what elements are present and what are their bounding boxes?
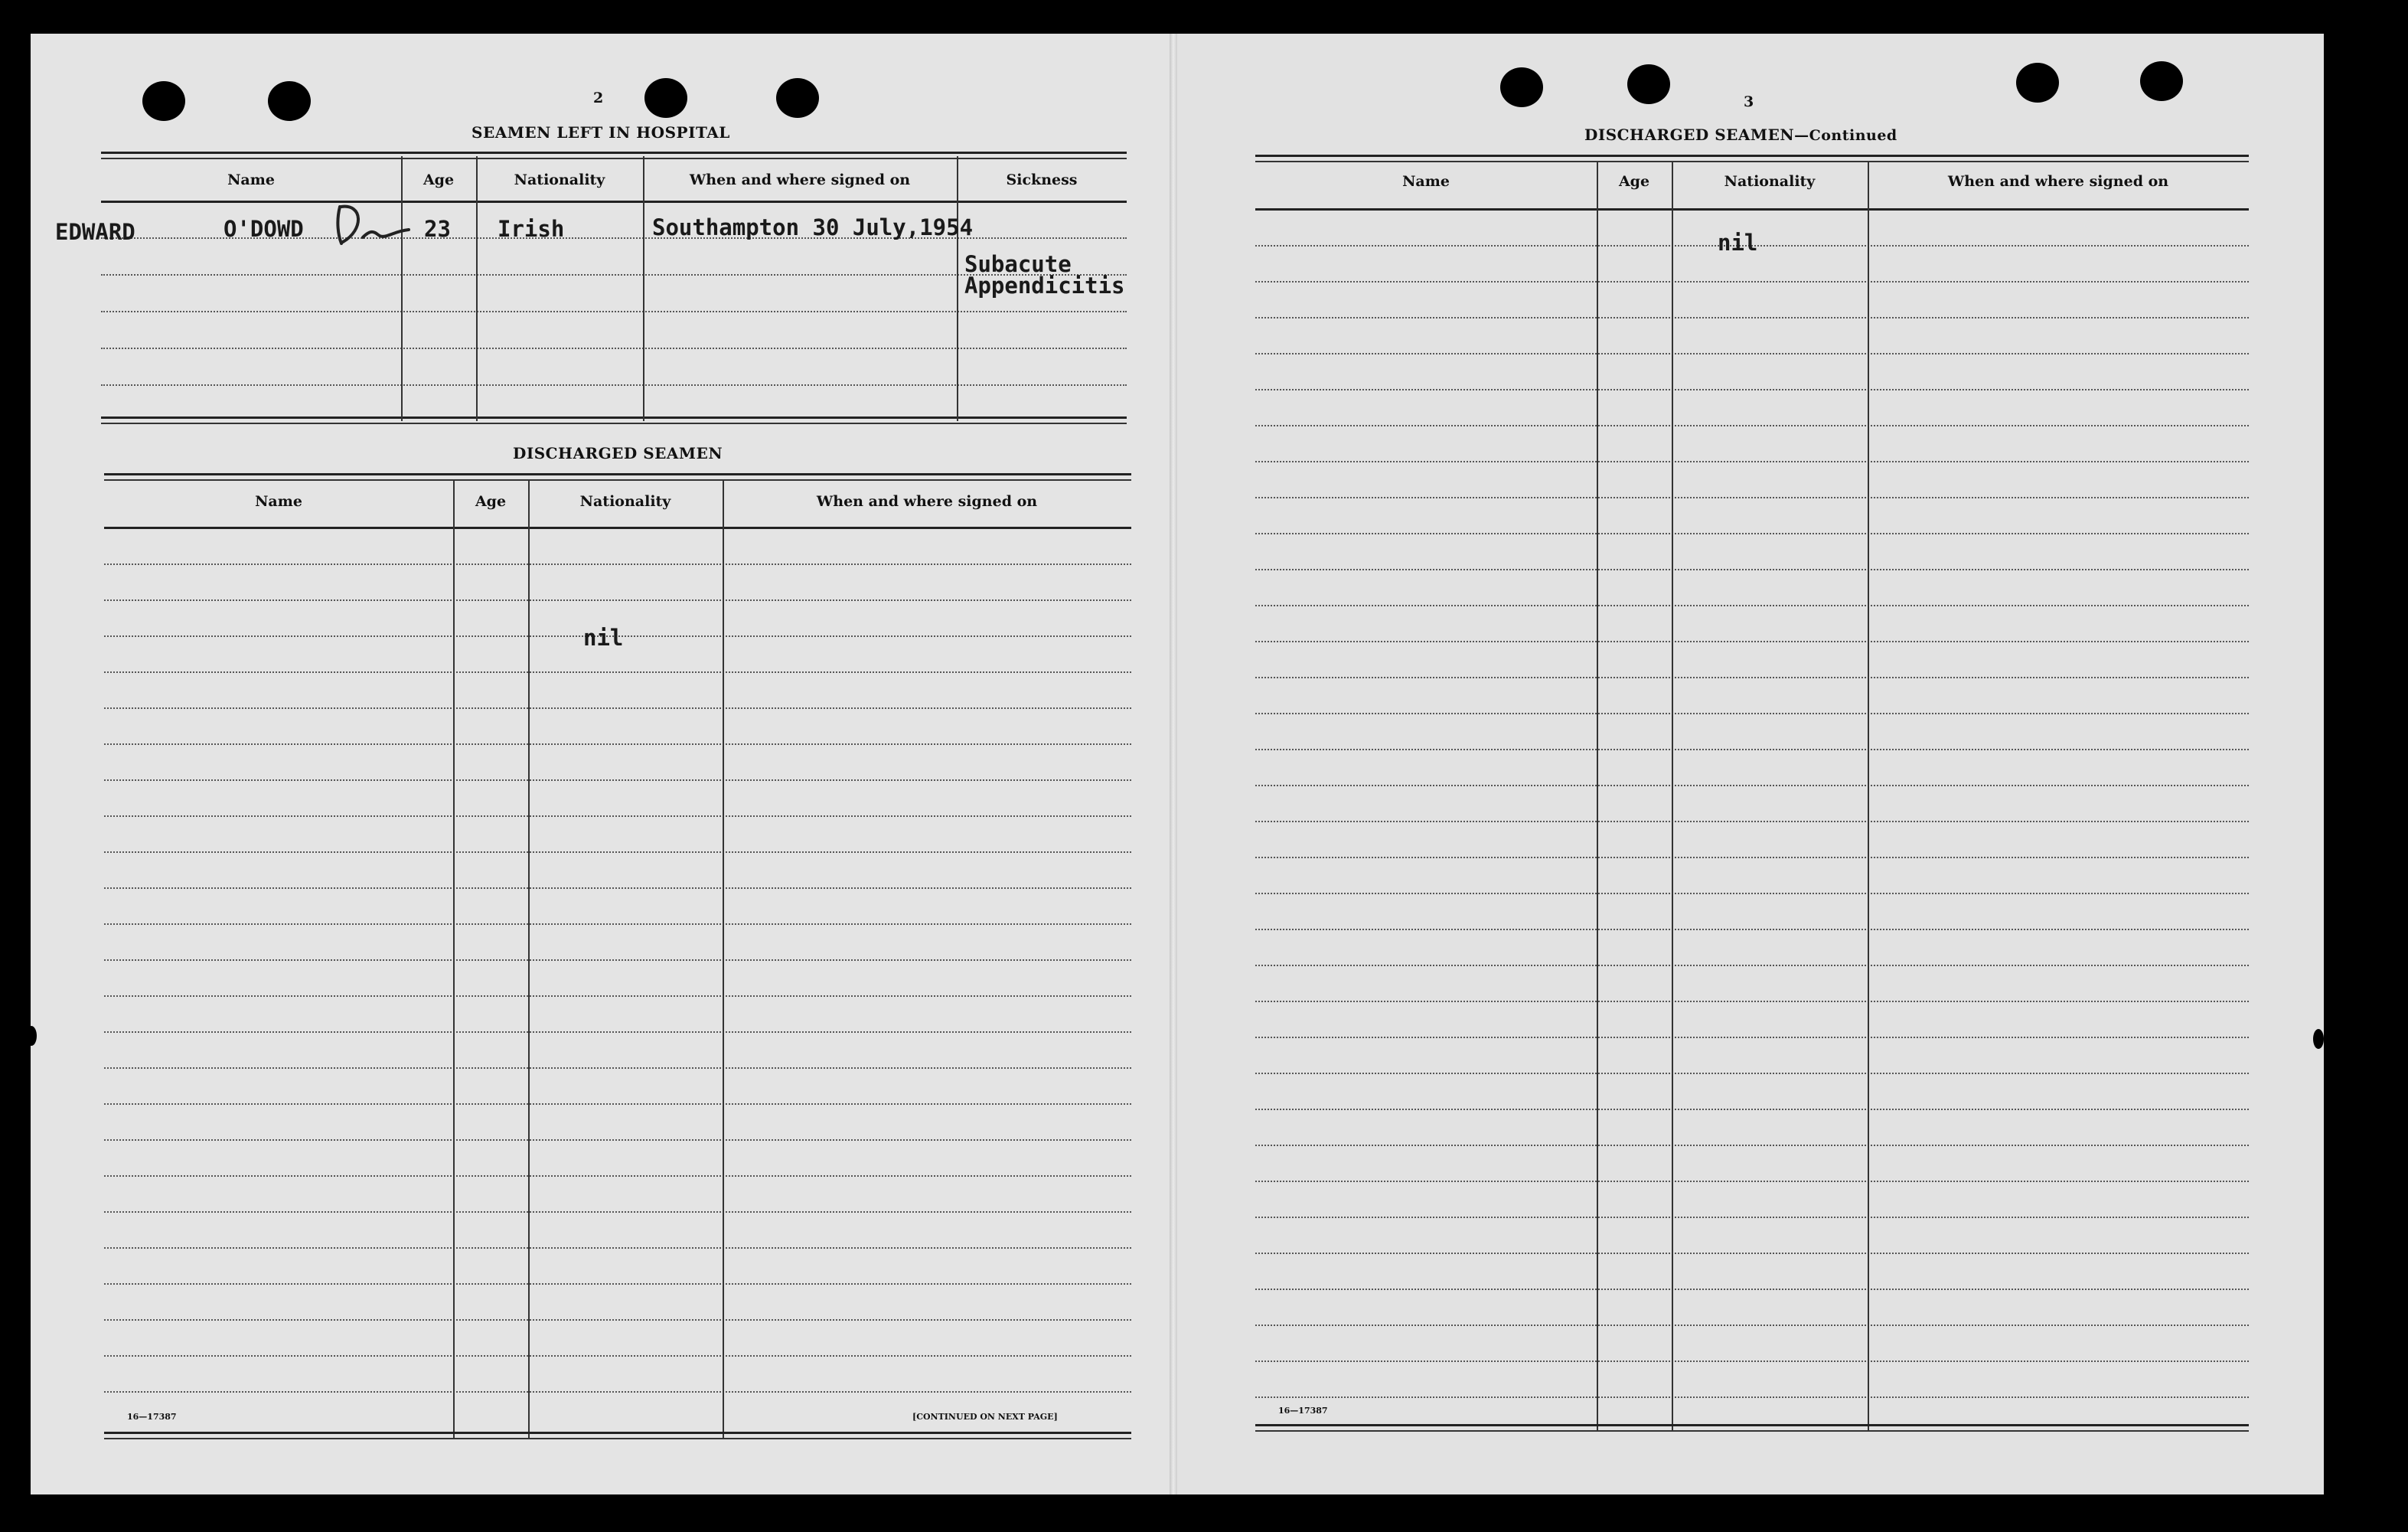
punch-hole	[776, 78, 819, 118]
punch-hole	[1627, 64, 1670, 104]
column-divider	[957, 156, 958, 421]
hospital-section-title: SEAMEN LEFT IN HOSPITAL	[471, 123, 730, 142]
row-rule	[104, 1211, 1131, 1213]
row-rule	[1255, 749, 2249, 750]
row-rule	[104, 887, 1131, 889]
row-rule	[104, 851, 1131, 853]
edge-notch	[26, 1026, 37, 1046]
col-header-signed-on: When and where signed on	[689, 171, 911, 188]
form-code: 16—17387	[1278, 1406, 1328, 1416]
row-rule	[1255, 1145, 2249, 1146]
row-rule	[1255, 605, 2249, 606]
row-rule	[1255, 1396, 2249, 1398]
col-header-name: Name	[227, 171, 275, 188]
seaman-signed-on: Southampton 30 July,1954	[652, 214, 974, 240]
row-rule	[104, 599, 1131, 601]
row-rule	[1255, 1109, 2249, 1110]
page-number: 2	[593, 90, 604, 106]
table-bottom-rule	[104, 1432, 1131, 1439]
row-rule	[104, 1139, 1131, 1141]
col-header-signed-on: When and where signed on	[1947, 173, 2169, 190]
row-rule	[104, 1247, 1131, 1249]
page-number: 3	[1744, 93, 1754, 110]
row-rule	[101, 348, 1127, 349]
row-rule	[1255, 857, 2249, 858]
row-rule	[1255, 281, 2249, 283]
col-header-age: Age	[1618, 173, 1650, 190]
row-rule	[1255, 929, 2249, 930]
column-divider	[643, 156, 644, 421]
col-header-nationality: Nationality	[1724, 173, 1816, 190]
row-rule	[1255, 497, 2249, 498]
row-rule	[1255, 461, 2249, 462]
row-rule	[1255, 785, 2249, 786]
discharged-nil-entry: nil	[583, 625, 624, 651]
row-rule	[1255, 677, 2249, 678]
row-rule	[1255, 1325, 2249, 1326]
seaman-surname: O'DOWD	[224, 216, 304, 242]
row-rule	[1255, 641, 2249, 642]
left-page	[31, 34, 1170, 1494]
col-header-age: Age	[475, 493, 507, 510]
page-fold	[1170, 34, 1177, 1494]
column-divider	[453, 481, 455, 1438]
discharged-nil-entry: nil	[1718, 230, 1758, 256]
row-rule	[104, 995, 1131, 997]
table-top-rule	[101, 152, 1127, 159]
row-rule	[104, 1391, 1131, 1393]
row-rule	[1255, 353, 2249, 354]
row-rule	[1255, 389, 2249, 390]
row-rule	[104, 671, 1131, 673]
row-rule	[104, 779, 1131, 781]
row-rule	[104, 815, 1131, 817]
row-rule	[104, 563, 1131, 565]
discharged-section-title: DISCHARGED SEAMEN	[513, 444, 723, 462]
seaman-age: 23	[424, 216, 451, 242]
column-divider	[476, 156, 478, 421]
row-rule	[104, 1319, 1131, 1321]
row-rule	[101, 311, 1127, 312]
row-rule	[1255, 713, 2249, 714]
column-divider	[1868, 162, 1869, 1430]
table-bottom-rule	[1255, 1424, 2249, 1432]
column-divider	[1672, 162, 1673, 1430]
row-rule	[104, 959, 1131, 961]
col-header-nationality: Nationality	[579, 493, 671, 510]
row-rule	[104, 1031, 1131, 1033]
row-rule	[104, 743, 1131, 745]
header-rule	[101, 201, 1127, 203]
seaman-sickness-line2: Appendicitis	[964, 273, 1125, 299]
row-rule	[101, 384, 1127, 386]
row-rule	[1255, 1001, 2249, 1002]
edge-notch	[2313, 1029, 2324, 1049]
row-rule	[1255, 1037, 2249, 1038]
row-rule	[1255, 425, 2249, 426]
row-rule	[1255, 821, 2249, 822]
row-rule	[1255, 893, 2249, 894]
column-divider	[528, 481, 530, 1438]
row-rule	[104, 1283, 1131, 1285]
column-divider	[723, 481, 724, 1438]
row-rule	[104, 1067, 1131, 1069]
row-rule	[1255, 569, 2249, 570]
header-rule	[104, 527, 1131, 529]
column-divider	[1597, 162, 1598, 1430]
seaman-first-name: EDWARD	[55, 219, 135, 245]
seaman-sickness-line1: Subacute	[964, 251, 1072, 277]
col-header-age: Age	[423, 171, 455, 188]
punch-hole	[142, 81, 185, 121]
col-header-name: Name	[255, 493, 302, 510]
table-bottom-rule	[101, 416, 1127, 424]
row-rule	[1255, 1361, 2249, 1362]
row-rule	[1255, 1217, 2249, 1218]
col-header-sickness: Sickness	[1006, 171, 1078, 188]
row-rule	[1255, 533, 2249, 534]
row-rule	[104, 923, 1131, 925]
continued-note: [CONTINUED ON NEXT PAGE]	[912, 1412, 1058, 1422]
right-page	[1177, 34, 2324, 1494]
table-top-rule	[104, 473, 1131, 481]
row-rule	[1255, 1181, 2249, 1182]
punch-hole	[644, 78, 687, 118]
form-code: 16—17387	[127, 1412, 177, 1422]
row-rule	[1255, 1253, 2249, 1254]
seaman-nationality: Irish	[498, 216, 565, 242]
row-rule	[104, 1175, 1131, 1177]
table-top-rule	[1255, 155, 2249, 162]
discharged-continued-title: DISCHARGED SEAMEN—Continued	[1584, 126, 1897, 144]
header-rule	[1255, 208, 2249, 211]
row-rule	[104, 707, 1131, 709]
row-rule	[1255, 317, 2249, 318]
col-header-nationality: Nationality	[514, 171, 605, 188]
col-header-name: Name	[1402, 173, 1450, 190]
row-rule	[1255, 1073, 2249, 1074]
col-header-signed-on: When and where signed on	[816, 493, 1038, 510]
row-rule	[1255, 965, 2249, 966]
row-rule	[104, 1355, 1131, 1357]
punch-hole	[2140, 61, 2183, 101]
row-rule	[104, 1103, 1131, 1105]
handwritten-mark	[325, 176, 416, 253]
punch-hole	[1500, 67, 1543, 107]
row-rule	[1255, 1289, 2249, 1290]
punch-hole	[2016, 63, 2059, 103]
punch-hole	[268, 81, 311, 121]
